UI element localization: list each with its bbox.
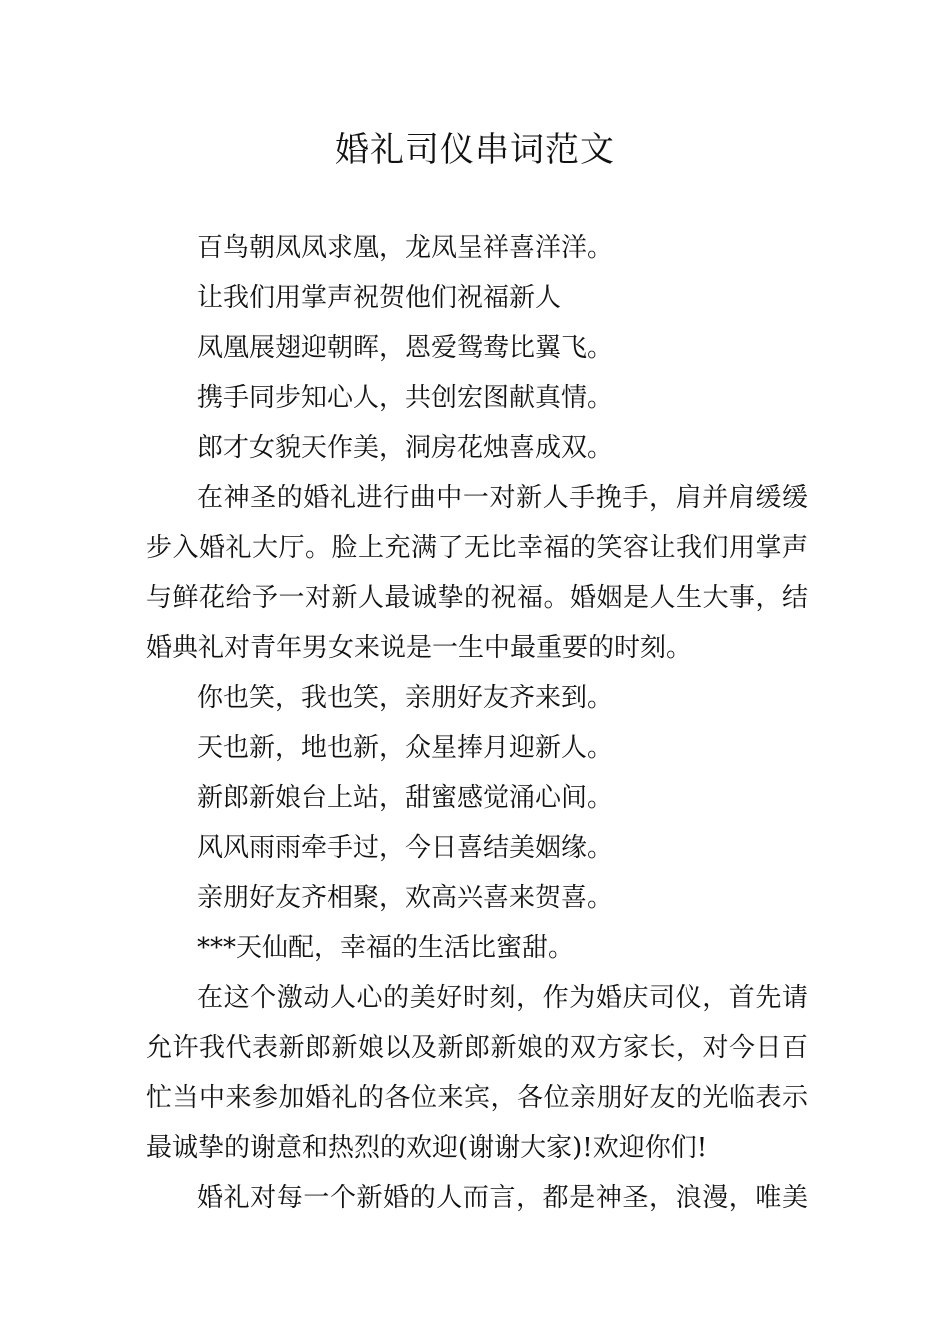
paragraph-line: 婚典礼对青年男女来说是一生中最重要的时刻。 (146, 633, 693, 663)
paragraph-line: 婚礼对每一个新婚的人而言，都是神圣，浪漫，唯美 (197, 1183, 808, 1213)
paragraph-line: 最诚挚的谢意和热烈的欢迎(谢谢大家)!欢迎你们! (146, 1133, 708, 1163)
text-line: 百鸟朝凤凤求凰，龙凤呈祥喜洋洋。 (197, 233, 614, 263)
text-line: 携手同步知心人，共创宏图献真情。 (197, 383, 614, 413)
paragraph-line: 与鲜花给予一对新人最诚挚的祝福。婚姻是人生大事，结 (146, 583, 808, 613)
text-line: ***天仙配，幸福的生活比蜜甜。 (197, 933, 575, 963)
text-line: 亲朋好友齐相聚，欢高兴喜来贺喜。 (197, 883, 614, 913)
paragraph-line: 在这个激动人心的美好时刻，作为婚庆司仪，首先请 (197, 983, 808, 1013)
text-line: 你也笑，我也笑，亲朋好友齐来到。 (197, 683, 614, 713)
paragraph-line: 允许我代表新郎新娘以及新郎新娘的双方家长，对今日百 (146, 1033, 808, 1063)
document-body (146, 223, 808, 1223)
paragraph-line: 忙当中来参加婚礼的各位来宾，各位亲朋好友的光临表示 (146, 1083, 808, 1113)
paragraph-line: 在神圣的婚礼进行曲中一对新人手挽手，肩并肩缓缓 (197, 483, 808, 513)
text-line: 风风雨雨牵手过，今日喜结美姻缘。 (197, 833, 614, 863)
text-line: 新郎新娘台上站，甜蜜感觉涌心间。 (197, 783, 614, 813)
paragraph-line: 步入婚礼大厅。脸上充满了无比幸福的笑容让我们用掌声 (146, 533, 808, 563)
text-line: 郎才女貌天作美，洞房花烛喜成双。 (197, 433, 614, 463)
document-title: 婚礼司仪串词范文 (335, 130, 615, 170)
text-line: 让我们用掌声祝贺他们祝福新人 (197, 283, 562, 313)
text-line: 凤凰展翅迎朝晖，恩爱鸳鸯比翼飞。 (197, 333, 614, 363)
text-line: 天也新，地也新，众星捧月迎新人。 (197, 733, 614, 763)
